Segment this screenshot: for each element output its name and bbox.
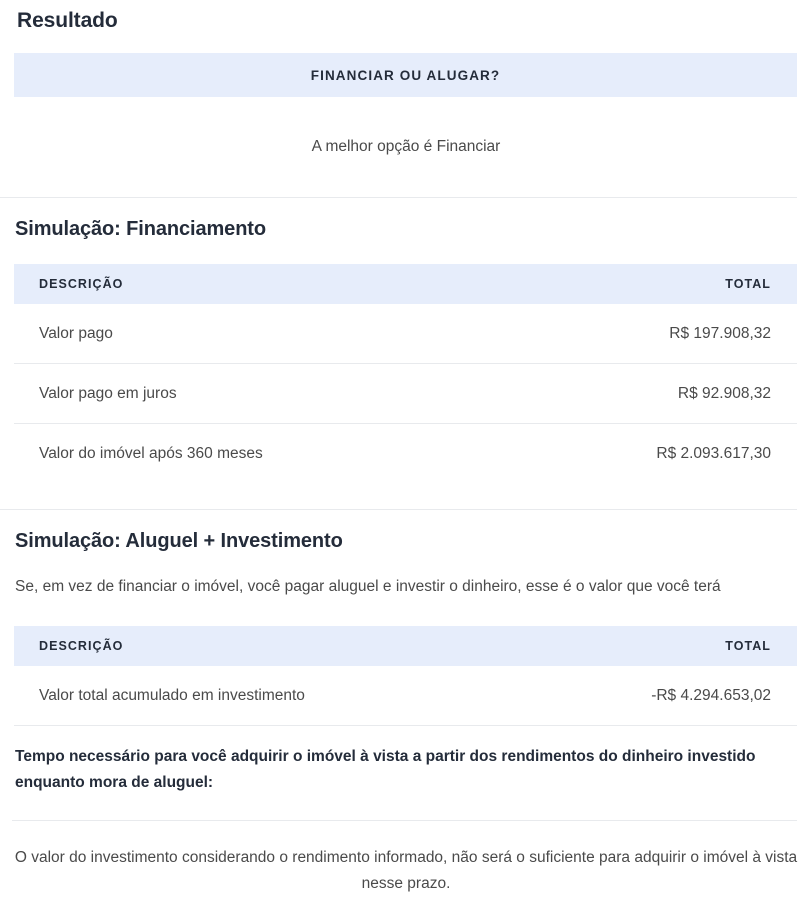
financing-table-body xyxy=(14,304,797,483)
table-header-row xyxy=(14,264,797,304)
rent-invest-table-body xyxy=(14,666,797,725)
rent-invest-table xyxy=(14,626,797,725)
table-row xyxy=(14,666,797,725)
column-header-description: DESCRIÇÃO xyxy=(14,264,406,304)
rent-invest-intro: Se, em vez de financiar o imóvel, você pagar aluguel e investir o dinheiro, esse é o valor que você terá xyxy=(15,578,721,595)
recommendation-banner-heading: FINANCIAR OU ALUGAR? xyxy=(310,67,501,83)
spacer xyxy=(0,554,812,574)
page-title: Resultado xyxy=(17,9,118,32)
recommendation-banner xyxy=(14,53,797,97)
column-header-total: TOTAL xyxy=(406,264,798,304)
column-header-description: DESCRIÇÃO xyxy=(14,626,406,666)
spacer xyxy=(0,173,812,197)
row-total: R$ 92.908,32 xyxy=(406,364,798,424)
row-description: Valor do imóvel após 360 meses xyxy=(14,424,406,484)
section-title-financing: Simulação: Financiamento xyxy=(15,218,266,240)
spacer xyxy=(0,726,812,744)
spacer xyxy=(0,198,812,216)
financing-table-head xyxy=(14,264,797,304)
row-description: Valor pago xyxy=(39,324,113,342)
table-row xyxy=(14,304,797,364)
spacer xyxy=(0,796,812,820)
spacer xyxy=(0,483,812,509)
financing-table xyxy=(14,264,797,483)
rent-invest-table-head xyxy=(14,626,797,666)
spacer xyxy=(0,600,812,626)
time-required-heading: Tempo necessário para você adquirir o imóvel à vista a partir dos rendimentos do dinheiro investido enquanto mora de aluguel: xyxy=(15,748,756,791)
table-row xyxy=(14,424,797,484)
spacer xyxy=(0,242,812,264)
section-title-rent-invest: Simulação: Aluguel + Investimento xyxy=(15,530,343,552)
closing-message: O valor do investimento considerando o rendimento informado, não será o suficiente para adquirir o imóvel à vista nesse prazo. xyxy=(14,849,798,892)
row-description: Valor total acumulado em investimento xyxy=(39,686,305,704)
row-total: R$ 2.093.617,30 xyxy=(406,424,798,484)
spacer xyxy=(0,821,812,845)
row-total: R$ 197.908,32 xyxy=(669,324,771,342)
row-total: -R$ 4.294.653,02 xyxy=(651,686,771,704)
spacer xyxy=(0,510,812,528)
table-header-row xyxy=(14,626,797,666)
recommendation-caption: A melhor opção é Financiar xyxy=(311,137,501,155)
table-row xyxy=(14,364,797,424)
column-header-total: TOTAL xyxy=(406,626,798,666)
row-description: Valor pago em juros xyxy=(14,364,406,424)
